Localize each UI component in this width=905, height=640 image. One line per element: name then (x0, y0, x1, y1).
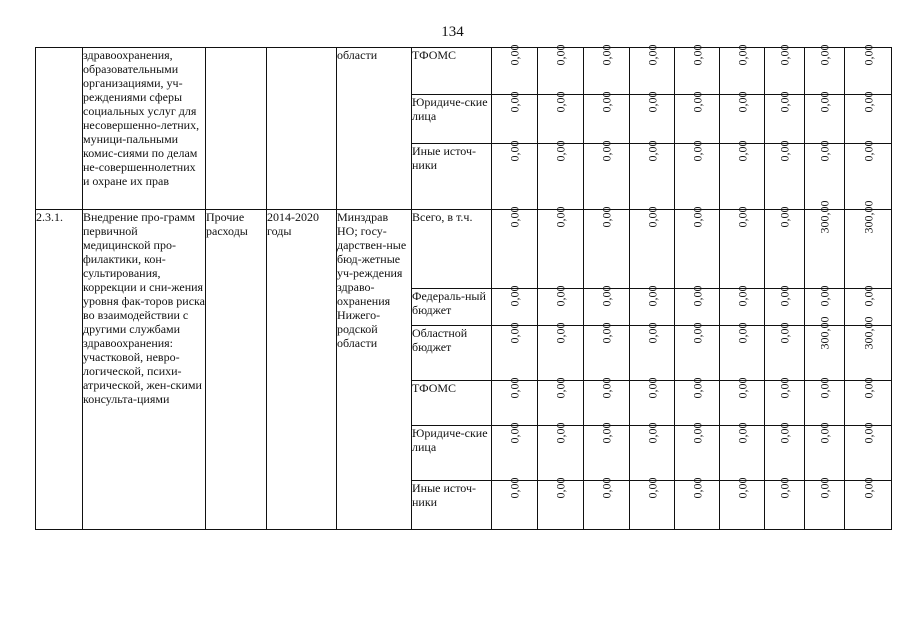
value-cell (492, 140, 538, 210)
value-cell (675, 422, 720, 481)
value-cell (845, 377, 892, 426)
value-cell (805, 316, 845, 381)
page-number: 134 (441, 24, 464, 40)
expense-type-cell (206, 48, 267, 210)
value-cell (630, 91, 675, 144)
value-text: 0,00 (690, 422, 704, 444)
value-text: 0,00 (507, 422, 522, 444)
value-text: 0,00 (777, 422, 792, 444)
value-text: 0,00 (645, 422, 659, 444)
value-text: 0,00 (553, 422, 568, 444)
value-text: 0,00 (690, 285, 704, 307)
value-cell (584, 206, 630, 289)
value-text: 0,00 (690, 140, 704, 162)
value-text: 300,00 (817, 316, 832, 350)
value-cell (538, 477, 584, 530)
value-cell (720, 91, 765, 144)
value-text: 0,00 (645, 377, 659, 399)
value-text: 0,00 (507, 477, 522, 499)
value-text: 0,00 (645, 322, 659, 344)
value-cell (492, 422, 538, 481)
value-text: 0,00 (553, 140, 568, 162)
funding-source: Иные источ-ники (412, 144, 492, 210)
value-cell (630, 206, 675, 289)
value-cell (805, 91, 845, 144)
value-text: 0,00 (645, 140, 659, 162)
value-text: 0,00 (599, 44, 614, 66)
value-text: 0,00 (645, 206, 659, 228)
value-cell (675, 140, 720, 210)
value-text: 0,00 (817, 44, 832, 66)
value-text: 0,00 (817, 377, 832, 399)
value-cell (765, 91, 805, 144)
value-text: 0,00 (553, 477, 568, 499)
value-cell (538, 377, 584, 426)
value-text: 0,00 (599, 140, 614, 162)
value-cell (630, 322, 675, 381)
value-cell (765, 44, 805, 95)
value-cell (492, 377, 538, 426)
value-cell (805, 422, 845, 481)
value-text: 0,00 (553, 285, 568, 307)
value-text: 0,00 (553, 91, 568, 113)
value-text: 0,00 (645, 477, 659, 499)
value-text: 0,00 (599, 285, 614, 307)
value-text: 0,00 (645, 44, 659, 66)
value-cell (765, 206, 805, 289)
value-text: 0,00 (817, 91, 832, 113)
value-text: 0,00 (735, 285, 749, 307)
value-cell (765, 140, 805, 210)
value-cell (584, 44, 630, 95)
value-cell (720, 377, 765, 426)
value-text: 0,00 (553, 322, 568, 344)
value-cell (630, 477, 675, 530)
value-text: 0,00 (735, 44, 749, 66)
funding-source: ТФОМС (412, 381, 492, 426)
value-cell (584, 140, 630, 210)
value-text: 0,00 (735, 140, 749, 162)
value-cell (538, 285, 584, 326)
value-cell (492, 322, 538, 381)
value-cell (584, 91, 630, 144)
executor-cell: области (337, 48, 412, 210)
value-cell (805, 377, 845, 426)
funding-source: Юридиче-ские лица (412, 95, 492, 144)
value-text: 0,00 (507, 206, 522, 228)
value-cell (584, 422, 630, 481)
value-text: 0,00 (817, 140, 832, 162)
value-text: 300,00 (817, 200, 832, 234)
value-text: 0,00 (861, 44, 875, 66)
value-cell (845, 91, 892, 144)
value-text: 0,00 (861, 422, 875, 444)
value-text: 0,00 (599, 206, 614, 228)
value-text: 0,00 (690, 206, 704, 228)
value-cell (492, 91, 538, 144)
value-cell (720, 206, 765, 289)
value-cell (765, 422, 805, 481)
value-text: 0,00 (817, 477, 832, 499)
value-text: 0,00 (690, 477, 704, 499)
value-cell (675, 477, 720, 530)
value-text: 0,00 (861, 477, 875, 499)
value-cell (675, 322, 720, 381)
value-cell (845, 477, 892, 530)
value-cell (720, 44, 765, 95)
value-text: 0,00 (690, 44, 704, 66)
value-text: 0,00 (777, 44, 792, 66)
funding-source: Юридиче-ские лица (412, 426, 492, 481)
value-text: 0,00 (507, 322, 522, 344)
value-cell (584, 285, 630, 326)
implementation-period: 2014-2020 годы (267, 210, 337, 530)
funding-source: Иные источ-ники (412, 481, 492, 530)
value-text: 0,00 (817, 422, 832, 444)
value-cell (845, 316, 892, 381)
value-text: 0,00 (735, 91, 749, 113)
value-cell (720, 140, 765, 210)
value-text: 0,00 (817, 285, 832, 307)
value-cell (584, 322, 630, 381)
value-text: 0,00 (777, 322, 792, 344)
value-cell (492, 44, 538, 95)
value-text: 300,00 (861, 200, 875, 234)
value-cell (538, 44, 584, 95)
value-text: 0,00 (599, 477, 614, 499)
value-cell (845, 200, 892, 289)
value-text: 0,00 (599, 422, 614, 444)
value-text: 0,00 (507, 140, 522, 162)
value-cell (765, 285, 805, 326)
item-description: здравоохранения, образовательными организациями, уч-реждениями сферы социальных услуг для несовершенно-летних, муници-пальными комис-сиями по делам не-совершеннолетних и охране их прав (83, 48, 206, 210)
value-cell (630, 44, 675, 95)
value-cell (538, 91, 584, 144)
value-text: 0,00 (861, 377, 875, 399)
value-text: 0,00 (690, 377, 704, 399)
value-text: 0,00 (777, 140, 792, 162)
value-cell (675, 44, 720, 95)
value-cell (675, 285, 720, 326)
value-text: 0,00 (735, 377, 749, 399)
value-cell (630, 140, 675, 210)
executor: Минздрав НО; госу-дарствен-ные бюд-жетные уч-реждения здраво-охранения Нижего-родской области (337, 210, 412, 530)
value-cell (845, 422, 892, 481)
value-text: 0,00 (735, 422, 749, 444)
value-text: 0,00 (861, 91, 875, 113)
value-text: 0,00 (507, 377, 522, 399)
value-cell (492, 285, 538, 326)
value-text: 0,00 (553, 206, 568, 228)
value-cell (805, 477, 845, 530)
funding-source: ТФОМС (412, 48, 492, 95)
value-cell (675, 377, 720, 426)
value-text: 0,00 (777, 91, 792, 113)
value-text: 0,00 (599, 91, 614, 113)
value-text: 0,00 (690, 91, 704, 113)
value-cell (720, 477, 765, 530)
value-cell (538, 206, 584, 289)
value-cell (720, 322, 765, 381)
value-text: 0,00 (735, 322, 749, 344)
value-text: 0,00 (507, 91, 522, 113)
funding-source: Всего, в т.ч. (412, 210, 492, 289)
table-row (36, 48, 892, 95)
value-cell (765, 377, 805, 426)
value-cell (630, 377, 675, 426)
value-cell (584, 477, 630, 530)
value-text: 300,00 (861, 316, 875, 350)
value-text: 0,00 (507, 44, 522, 66)
value-text: 0,00 (553, 44, 568, 66)
value-text: 0,00 (507, 285, 522, 307)
value-cell (765, 477, 805, 530)
value-text: 0,00 (861, 285, 875, 307)
value-cell (805, 200, 845, 289)
value-text: 0,00 (777, 377, 792, 399)
value-text: 0,00 (599, 377, 614, 399)
value-text: 0,00 (690, 322, 704, 344)
value-cell (538, 322, 584, 381)
table-row (36, 210, 892, 289)
item-number: 2.3.1. (36, 210, 83, 530)
value-text: 0,00 (645, 285, 659, 307)
value-text: 0,00 (777, 206, 792, 228)
value-cell (675, 206, 720, 289)
value-text: 0,00 (599, 322, 614, 344)
value-cell (630, 422, 675, 481)
expense-type: Прочие расходы (206, 210, 267, 530)
budget-table (35, 44, 892, 530)
value-cell (492, 206, 538, 289)
item-description: Внедрение про-грамм первичной медицинской про-филактики, кон-сультирования, коррекции и сни-жения уровня фак-торов риска во взаимодействии с другими службами здравоохранения: участковой, невро-логической, психи-атрической, жен-скими консульта-циями (83, 210, 206, 530)
value-cell (765, 322, 805, 381)
value-cell (720, 285, 765, 326)
value-text: 0,00 (777, 477, 792, 499)
value-cell (584, 377, 630, 426)
value-cell (538, 140, 584, 210)
value-text: 0,00 (861, 140, 875, 162)
value-cell (805, 44, 845, 95)
value-cell (538, 422, 584, 481)
value-cell (675, 91, 720, 144)
value-cell (720, 422, 765, 481)
value-text: 0,00 (735, 477, 749, 499)
funding-source: Федераль-ный бюджет (412, 289, 492, 326)
value-cell (492, 477, 538, 530)
value-cell (845, 44, 892, 95)
funding-source: Областной бюджет (412, 326, 492, 381)
value-text: 0,00 (735, 206, 749, 228)
item-number-cell (36, 48, 83, 210)
value-cell (630, 285, 675, 326)
value-text: 0,00 (777, 285, 792, 307)
value-text: 0,00 (553, 377, 568, 399)
period-cell (267, 48, 337, 210)
value-text: 0,00 (645, 91, 659, 113)
